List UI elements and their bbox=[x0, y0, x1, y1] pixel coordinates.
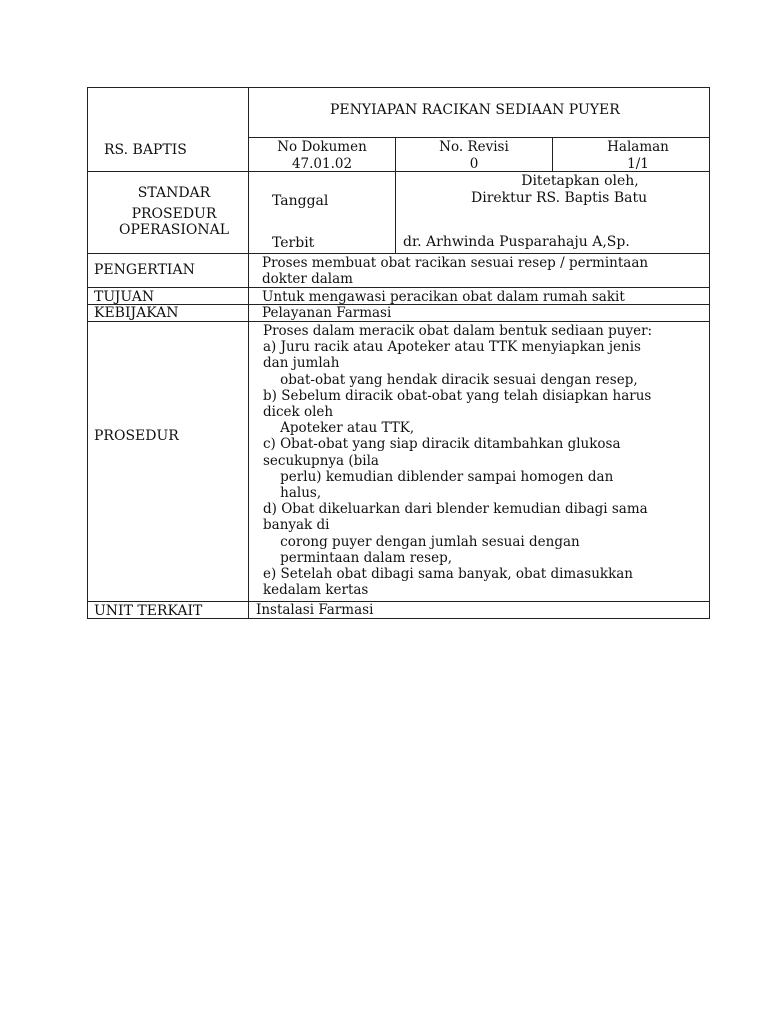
doc-number-label: No Dokumen bbox=[277, 139, 367, 155]
prosedur-line: Apoteker atau TTK, bbox=[263, 420, 415, 437]
hospital-name: RS. BAPTIS bbox=[104, 142, 187, 158]
prosedur-line: e) Setelah obat dibagi sama banyak, obat dimasukkan bbox=[263, 566, 633, 583]
row-divider bbox=[87, 253, 710, 254]
prosedur-line: halus, bbox=[263, 485, 322, 502]
kebijakan-label: KEBIJAKAN bbox=[94, 305, 179, 321]
unit-terkait-label: UNIT TERKAIT bbox=[94, 603, 203, 619]
document-title: PENYIAPAN RACIKAN SEDIAAN PUYER bbox=[330, 102, 620, 118]
kebijakan-text: Pelayanan Farmasi bbox=[262, 305, 392, 321]
pengertian-text-1: Proses membuat obat racikan sesuai resep / permintaan bbox=[262, 255, 649, 271]
prosedur-line: banyak di bbox=[263, 517, 330, 534]
prosedur-line: permintaan dalam resep, bbox=[263, 549, 453, 566]
prosedur-line: dicek oleh bbox=[263, 404, 334, 421]
prosedur-label: PROSEDUR bbox=[94, 428, 179, 444]
doc-number-value: 47.01.02 bbox=[291, 156, 353, 172]
tujuan-label: TUJUAN bbox=[94, 289, 155, 305]
row-divider bbox=[87, 287, 710, 288]
page-value: 1/1 bbox=[627, 156, 649, 172]
prosedur-line: perlu) kemudian diblender sampai homogen dan bbox=[263, 468, 614, 485]
sop-line-2: PROSEDUR bbox=[131, 206, 217, 222]
sop-line-3: OPERASIONAL bbox=[118, 222, 230, 238]
approver-title: Direktur RS. Baptis Batu bbox=[471, 190, 648, 206]
prosedur-line: c) Obat-obat yang siap diracik ditambahkan glukosa bbox=[263, 436, 621, 453]
prosedur-line: dan jumlah bbox=[263, 355, 340, 372]
pengertian-label: PENGERTIAN bbox=[94, 262, 195, 278]
page-label: Halaman bbox=[607, 139, 669, 155]
row-divider bbox=[87, 321, 710, 322]
header-divider bbox=[552, 137, 553, 171]
prosedur-line: secukupnya (bila bbox=[263, 452, 379, 469]
prosedur-steps bbox=[263, 323, 652, 598]
row-divider bbox=[248, 137, 710, 138]
prosedur-line: b) Sebelum diracik obat-obat yang telah disiapkan harus bbox=[263, 387, 652, 404]
approved-by: Ditetapkan oleh, bbox=[521, 173, 639, 189]
pengertian-text-2: dokter dalam bbox=[262, 271, 353, 287]
sop-line-1: STANDAR bbox=[137, 185, 211, 201]
date-label-tanggal: Tanggal bbox=[272, 193, 329, 209]
prosedur-line: a) Juru racik atau Apoteker atau TTK menyiapkan jenis bbox=[263, 339, 641, 356]
row-divider bbox=[87, 601, 710, 602]
prosedur-line: obat-obat yang hendak diracik sesuai dengan resep, bbox=[263, 371, 638, 388]
prosedur-line: Proses dalam meracik obat dalam bentuk sediaan puyer: bbox=[263, 323, 653, 339]
prosedur-line: d) Obat dikeluarkan dari blender kemudian dibagi sama bbox=[263, 501, 648, 518]
prosedur-line: corong puyer dengan jumlah sesuai dengan bbox=[263, 533, 580, 550]
unit-terkait-text: Instalasi Farmasi bbox=[256, 602, 374, 618]
signer-name: dr. Arhwinda Pusparahaju A,Sp. bbox=[403, 234, 630, 250]
tujuan-text: Untuk mengawasi peracikan obat dalam rumah sakit bbox=[262, 289, 625, 305]
revision-value: 0 bbox=[469, 156, 479, 172]
revision-label: No. Revisi bbox=[439, 139, 509, 155]
date-label-terbit: Terbit bbox=[272, 235, 315, 251]
prosedur-line: kedalam kertas bbox=[263, 582, 369, 599]
